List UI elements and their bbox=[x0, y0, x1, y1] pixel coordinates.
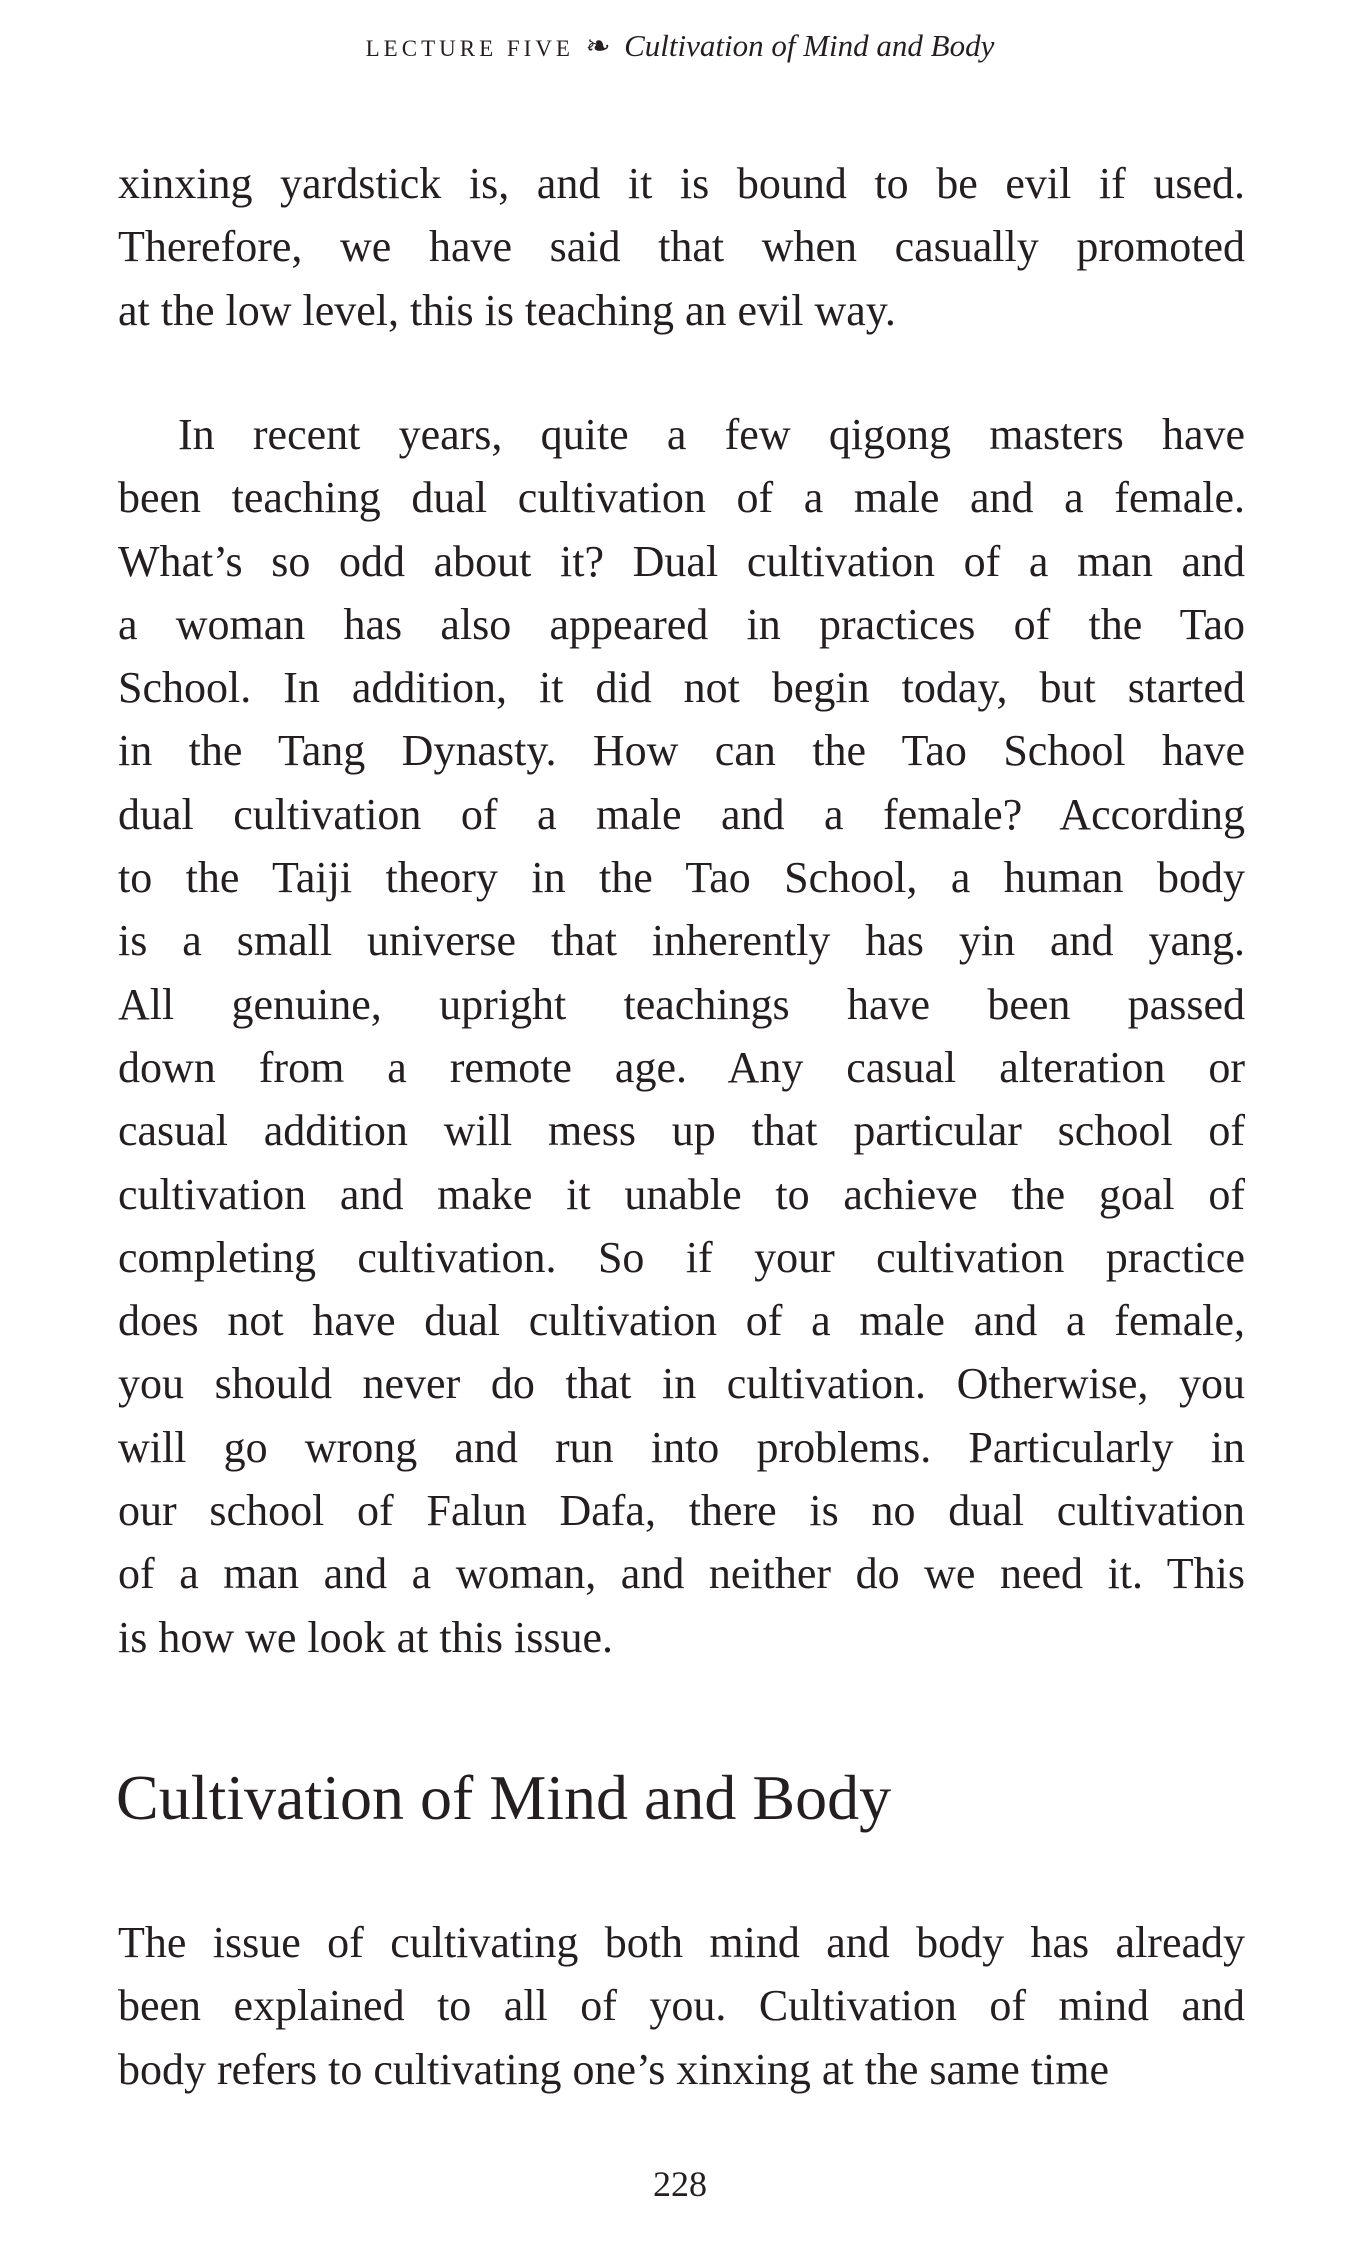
text-line: is how we look at this issue. bbox=[118, 1612, 613, 1662]
text-line: you should never do that in cultivation. Otherwise, you bbox=[118, 1359, 1245, 1409]
text-line: dual cultivation of a male and a female? According bbox=[118, 789, 1245, 839]
text-line: been teaching dual cultivation of a male and a female. bbox=[118, 473, 1245, 523]
running-head bbox=[0, 26, 1360, 69]
paragraph bbox=[118, 403, 1245, 1669]
text-line: will go wrong and run into problems. Particularly in bbox=[118, 1422, 1245, 1472]
text-line: School. In addition, it did not begin today, but started bbox=[118, 663, 1245, 713]
text-line: Therefore, we have said that when casually promoted bbox=[118, 222, 1245, 272]
page-number: 228 bbox=[653, 2164, 707, 2204]
text-line: All genuine, upright teachings have been passed bbox=[118, 979, 1245, 1029]
text-line: The issue of cultivating both mind and body has already bbox=[118, 1918, 1245, 1967]
text-line: of a man and a woman, and neither do we need it. This bbox=[118, 1549, 1245, 1599]
text-line: to the Taiji theory in the Tao School, a human body bbox=[118, 853, 1245, 903]
running-head-lecture: LECTURE FIVE bbox=[365, 36, 574, 61]
text-line: does not have dual cultivation of a male and a female, bbox=[118, 1296, 1245, 1346]
running-head-title: Cultivation of Mind and Body bbox=[624, 28, 995, 63]
text-line: in the Tang Dynasty. How can the Tao School have bbox=[118, 726, 1245, 776]
text-line: down from a remote age. Any casual alteration or bbox=[118, 1042, 1245, 1092]
text-line: casual addition will mess up that particular school of bbox=[118, 1106, 1245, 1156]
text-line: body refers to cultivating one’s xinxing at the same time bbox=[118, 2044, 1109, 2094]
text-line: a woman has also appeared in practices of the Tao bbox=[118, 599, 1245, 649]
text-line: been explained to all of you. Cultivation of mind and bbox=[118, 1981, 1245, 2031]
paragraph bbox=[118, 152, 1245, 342]
text-line: cultivation and make it unable to achieve the goal of bbox=[118, 1169, 1245, 1219]
hedera-ornament-icon: ❧ bbox=[585, 30, 611, 63]
section-heading: Cultivation of Mind and Body bbox=[116, 1762, 892, 1833]
paragraph bbox=[118, 1911, 1245, 2101]
text-line: What’s so odd about it? Dual cultivation of a man and bbox=[118, 536, 1245, 586]
text-line: completing cultivation. So if your cultivation practice bbox=[118, 1232, 1245, 1282]
text-line: xinxing yardstick is, and it is bound to be evil if used. bbox=[118, 159, 1245, 208]
text-line: In recent years, quite a few qigong masters have bbox=[178, 410, 1245, 459]
text-line: our school of Falun Dafa, there is no dual cultivation bbox=[118, 1486, 1245, 1536]
text-line: is a small universe that inherently has yin and yang. bbox=[118, 916, 1245, 966]
text-line: at the low level, this is teaching an evil way. bbox=[118, 285, 896, 335]
